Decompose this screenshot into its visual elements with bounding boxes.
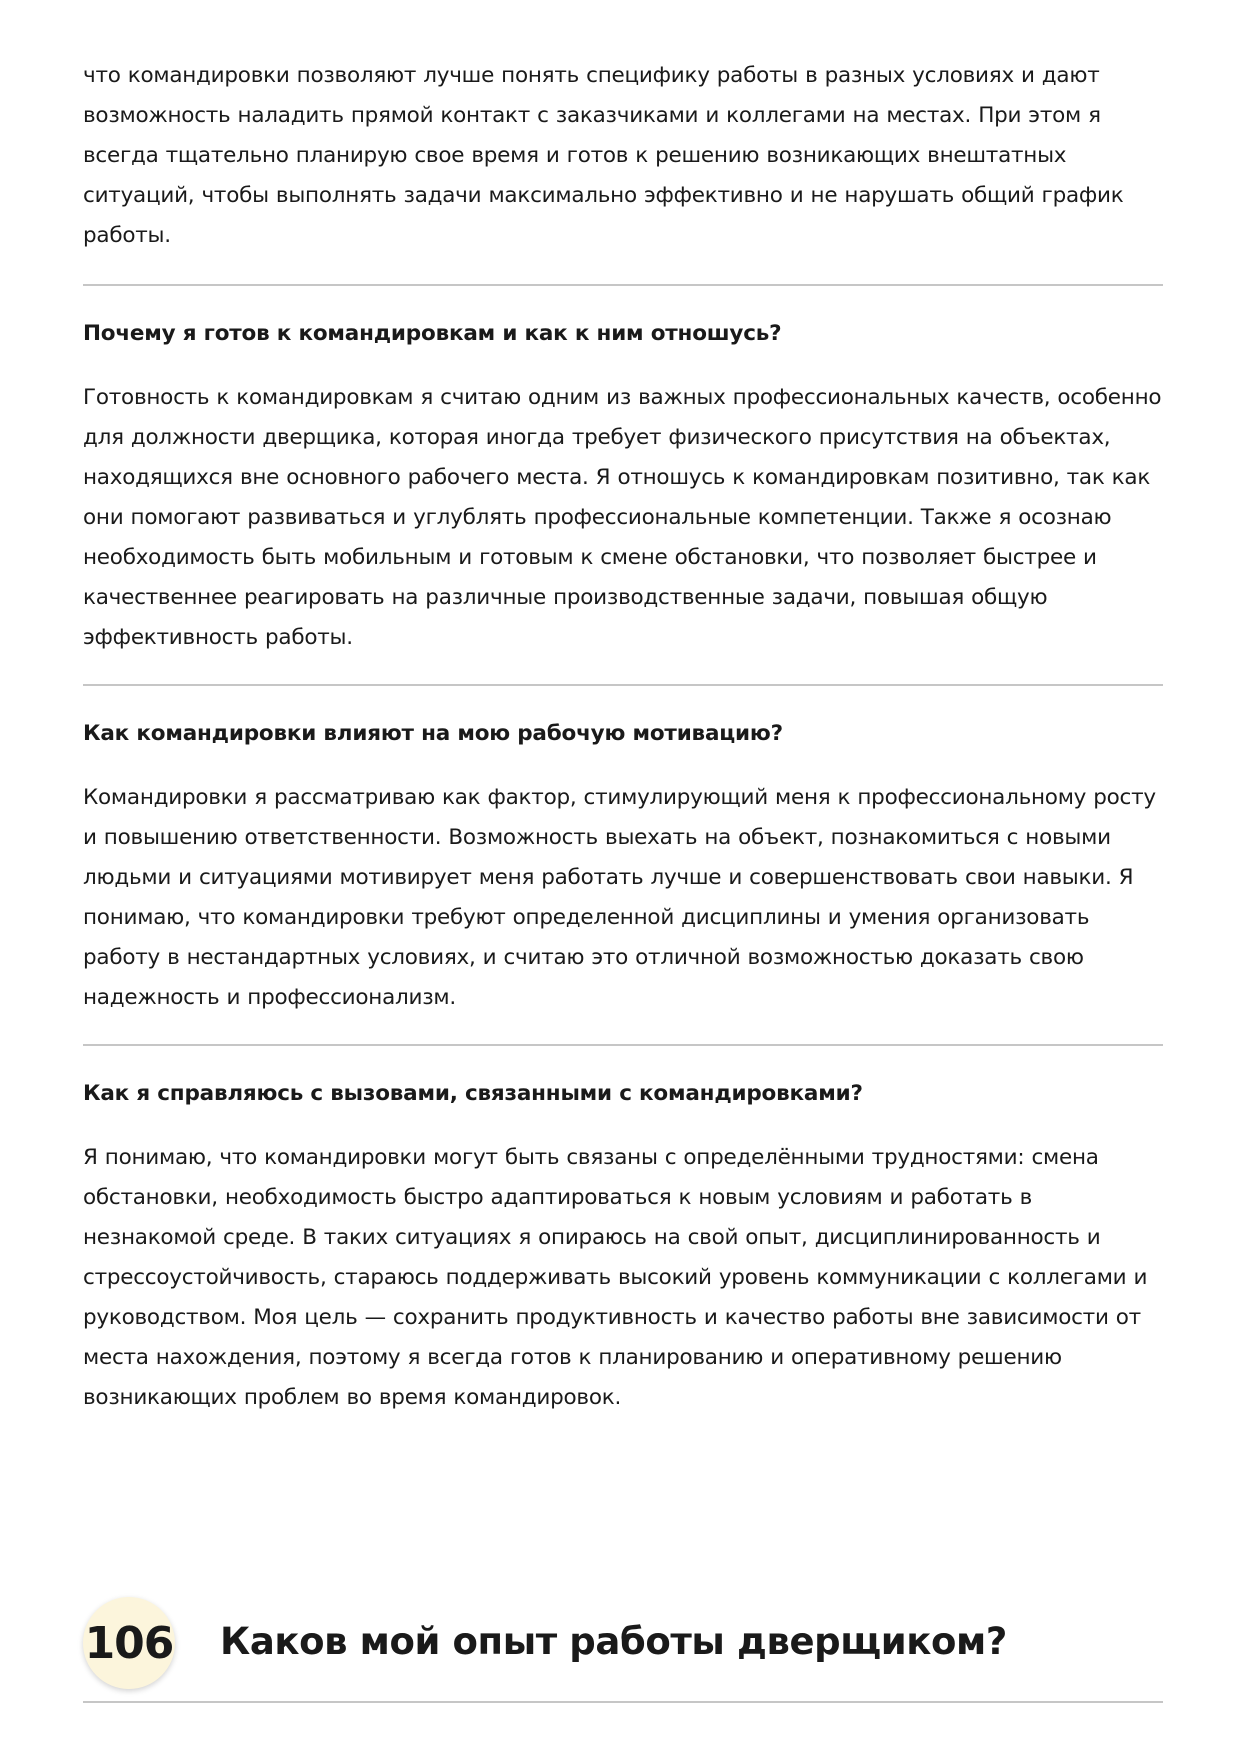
next-question-header xyxy=(83,1595,1163,1691)
answer-paragraph: Готовность к командировкам я считаю одним из важных профессиональных качеств, особенно для должности дверщика, которая иногда требует физического присутствия на объектах, находящихся вне основного рабочего места. Я отношусь к командировкам позитивно, так как они помогают развиваться и углублять профессиональные компетенции. Также я осознаю необходимость быть мобильным и готовым к смене обстановки, что позволяет быстрее и качественнее реагировать на различные производственные задачи, повышая общую эффективность работы. xyxy=(83,385,1162,650)
next-question-title: Каков мой опыт работы дверщиком? xyxy=(220,1620,1007,1663)
question-title: Почему я готов к командировкам и как к ним отношусь? xyxy=(83,321,782,346)
qa-section-1 xyxy=(83,286,1163,658)
header-divider xyxy=(83,1701,1163,1703)
question-title: Как командировки влияют на мою рабочую мотивацию? xyxy=(83,721,783,746)
document-page xyxy=(83,56,1163,1444)
qa-section-2 xyxy=(83,686,1163,1018)
question-title: Как я справляюсь с вызовами, связанными с командировками? xyxy=(83,1081,863,1106)
answer-paragraph: Командировки я рассматриваю как фактор, стимулирующий меня к профессиональному росту и повышению ответственности. Возможность выехать на объект, познакомиться с новыми людьми и ситуациями мотивирует меня работать лучше и совершенствовать свои навыки. Я понимаю, что командировки требуют определенной дисциплины и умения организовать работу в нестандартных условиях, и считаю это отличной возможностью доказать свою надежность и профессионализм. xyxy=(83,785,1156,1010)
question-number-badge: 106 xyxy=(83,1597,175,1689)
answer-paragraph: Я понимаю, что командировки могут быть связаны с определёнными трудностями: смена обстановки, необходимость быстро адаптироваться к новым условиям и работать в незнакомой среде. В таких ситуациях я опираюсь на свой опыт, дисциплинированность и стрессоустойчивость, стараюсь поддерживать высокий уровень коммуникации с коллегами и руководством. Моя цель — сохранить продуктивность и качество работы вне зависимости от места нахождения, поэтому я всегда готов к планированию и оперативному решению возникающих проблем во время командировок. xyxy=(83,1145,1148,1410)
qa-section-3 xyxy=(83,1046,1163,1418)
intro-paragraph: что командировки позволяют лучше понять специфику работы в разных условиях и дают возможность наладить прямой контакт с заказчиками и коллегами на местах. При этом я всегда тщательно планирую свое время и готов к решению возникающих внештатных ситуаций, чтобы выполнять задачи максимально эффективно и не нарушать общий график работы. xyxy=(83,63,1124,248)
